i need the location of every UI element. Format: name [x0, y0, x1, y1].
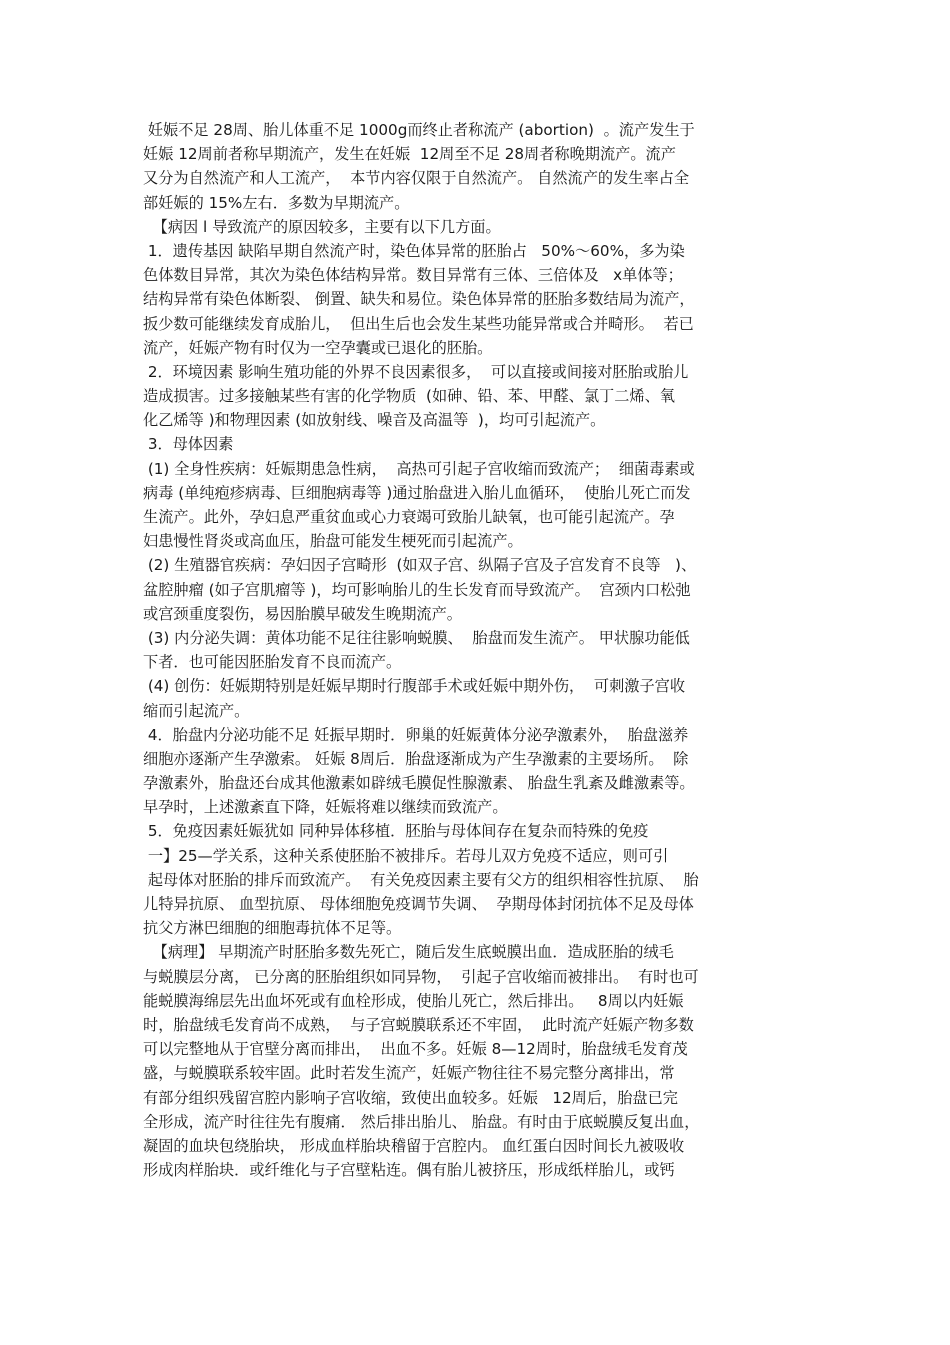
- text-line: 盆腔肿瘤 (如子宫肌瘤等 )，均可影响胎儿的生长发育而导致流产。 宫颈内口松弛: [143, 580, 691, 599]
- body-text: [143, 118, 815, 1182]
- text-line: 凝固的血块包绕胎块， 形成血样胎块稽留于宫腔内。 血红蛋白因时间长九被吸收: [143, 1136, 685, 1155]
- text-line: 有部分组织残留宫腔内影响子宫收缩，致使出血较多。妊娠 12周后，胎盘已完: [143, 1088, 678, 1107]
- text-line: 或宫颈重度裂伤，易因胎膜早破发生晚期流产。: [143, 604, 462, 623]
- text-line: (2) 生殖器官疾病：孕妇因子宫畸形 (如双子宫、纵隔子宫及子宫发育不良等 )、: [143, 556, 697, 575]
- text-line: 妊娠不足 28周、胎儿体重不足 1000g而终止者称流产 (abortion) 。流产发生于: [143, 121, 695, 139]
- text-line: 一】25—学关系，这种关系使胚胎不被排斥。若母儿双方免疫不适应，则可引: [143, 846, 669, 865]
- text-line: 【病因 l 导致流产的原因较多，主要有以下几方面。: [143, 217, 501, 236]
- text-line: 结构异常有染色体断裂、 倒置、缺失和易位。染色体异常的胚胎多数结局为流产，: [143, 290, 695, 309]
- text-line: 色体数目异常，其次为染色体结构异常。数目异常有三体、三倍体及 x单体等；: [143, 266, 683, 285]
- text-line: 起母体对胚胎的排斥而致流产。 有关免疫因素主要有父方的组织相容性抗原、 胎: [143, 870, 699, 889]
- text-line: 孕激素外，胎盘还台成其他激素如辟绒毛膜促性腺激素、 胎盘生乳紊及雌激素等。: [143, 774, 695, 793]
- text-line: 时，胎盘绒毛发育尚不成熟， 与子宫蜕膜联系还不牢固， 此时流产妊娠产物多数: [143, 1015, 694, 1034]
- text-line: 妊娠 12周前者称早期流产，发生在妊娠 12周至不足 28周者称晚期流产。流产: [143, 145, 676, 164]
- text-line: 化乙烯等 )和物理因素 (如放射线、噪音及高温等 )，均可引起流产。: [143, 411, 606, 430]
- text-line: 1．遗传基因 缺陷早期自然流产时，染色体异常的胚胎占 50%～60%，多为染: [143, 241, 685, 260]
- text-line: 细胞亦逐渐产生孕激索。 妊娠 8周后．胎盘逐渐成为产生孕激素的主要场所。 除: [143, 749, 689, 768]
- text-line: 3．母体因素: [143, 435, 234, 454]
- text-line: 造成损害。过多接触某些有害的化学物质 (如砷、铅、苯、甲醛、氯丁二烯、氧: [143, 387, 675, 406]
- text-line: 早孕时，上述激紊直下降，妊娠将难以继续而致流产。: [143, 798, 508, 817]
- text-line: (3) 内分泌失调：黄体功能不足往往影响蜕膜、 胎盘而发生流产。 甲状腺功能低: [143, 628, 690, 647]
- text-line: 妇患慢性肾炎或高血压，胎盘可能发生梗死而引起流产。: [143, 532, 523, 551]
- text-line: 抗父方淋巴细胞的细胞毒抗体不足等。: [143, 919, 402, 938]
- text-line: 形成肉样胎块．或纤维化与子宫壁粘连。偶有胎儿被挤压，形成纸样胎儿，或钙: [143, 1161, 675, 1180]
- text-line: (1) 全身性疾病：妊娠期患急性病， 高热可引起子宫收缩而致流产； 细菌毒素或: [143, 459, 695, 478]
- text-line: 下者．也可能因胚胎发育不良而流产。: [143, 653, 402, 672]
- text-line: 生流产。此外，孕妇息严重贫血或心力衰竭可致胎儿缺氧，也可能引起流产。孕: [143, 508, 675, 526]
- text-line: 又分为自然流产和人工流产， 本节内容仅限于自然流产。 自然流产的发生率占全: [143, 169, 690, 188]
- text-line: 扳少数可能继续发育成胎儿， 但出生后也会发生某些功能异常或合并畸形。 若已: [143, 314, 694, 333]
- text-line: 儿特异抗原、 血型抗原、 母体细胞免疫调节失调、 孕期母体封闭抗体不足及母体: [143, 895, 694, 913]
- text-line: 5．免疫因素妊娠犹如 同种异体移植．胚胎与母体间存在复杂而特殊的免疫: [143, 822, 649, 841]
- text-line: 流产，妊娠产物有时仅为一空孕囊或已退化的胚胎。: [143, 338, 493, 357]
- text-line: 可以完整地从于官壁分离而排出， 出血不多。妊娠 8—12周时，胎盘绒毛发育茂: [143, 1040, 688, 1059]
- text-line: 2．环境因素 影响生殖功能的外界不良因素很多， 可以直接或间接对胚胎或胎儿: [143, 362, 689, 381]
- text-line: 【病理】 早期流产时胚胎多数先死亡，随后发生底蜕膜出血．造成胚胎的绒毛: [143, 943, 674, 962]
- text-line: 与蜕膜层分离， 已分离的胚胎组织如同异物， 引起子宫收缩而被排出。 有时也可: [143, 967, 699, 986]
- text-line: (4) 创伤：妊娠期特别是妊娠早期时行腹部手术或妊娠中期外伤， 可刺激子宫收: [143, 677, 686, 696]
- text-line: 能蜕膜海绵层先出血坏死或有血栓形成，使胎儿死亡，然后排出。 8周以内妊娠: [143, 991, 684, 1010]
- text-line: 4．胎盘内分泌功能不足 妊振早期时．卵巢的妊娠黄体分泌孕激素外， 胎盘滋养: [143, 725, 689, 744]
- text-line: 全形成，流产时往往先有腹痛． 然后排出胎儿、 胎盘。有时由于底蜕膜反复出血，: [143, 1112, 700, 1131]
- text-line: 病毒 (单纯疱疹病毒、巨细胞病毒等 )通过胎盘进入胎儿血循环， 使胎儿死亡而发: [143, 483, 691, 502]
- text-line: 部妊娠的 15%左右．多数为早期流产。: [143, 193, 410, 212]
- text-line: 缩而引起流产。: [143, 701, 250, 720]
- text-line: 盛，与蜕膜联系较牢固。此时若发生流产，妊娠产物往往不易完整分离排出，常: [143, 1064, 675, 1083]
